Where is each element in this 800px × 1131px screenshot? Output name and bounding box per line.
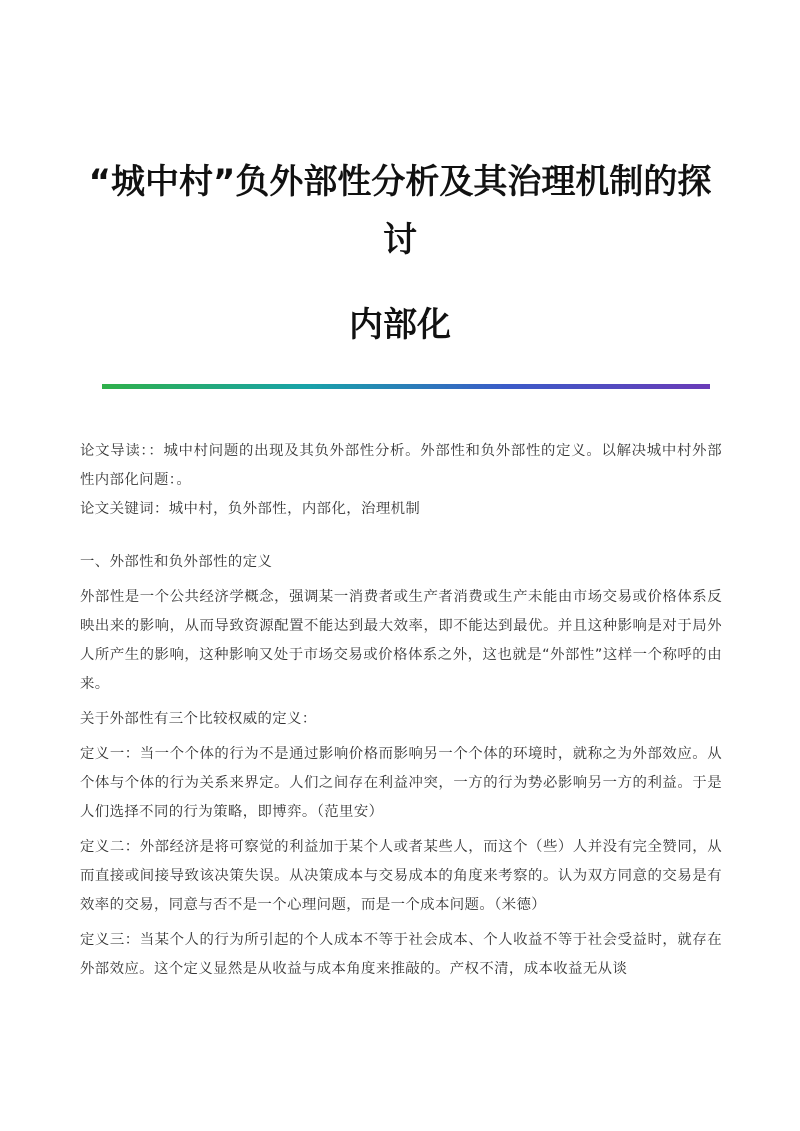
paragraph-externality: 外部性是一个公共经济学概念，强调某一消费者或生产者消费或生产未能由市场交易或价格体系反映出来的影响，从而导致资源配置不能达到最大效率，即不能达到最优。并且这种影响是对于局外人所产生的影响，这种影响又处于市场交易或价格体系之外，这也就是“外部性”这样一个称呼的由来。 bbox=[80, 589, 722, 692]
gradient-divider bbox=[102, 384, 710, 389]
definition-two: 定义二：外部经济是将可察觉的利益加于某个人或者某些人，而这个（些）人并没有完全赞同，从而直接或间接导致该决策失误。从决策成本与交易成本的角度来考察的。认为双方同意的交易是有效率的交易，同意与否不是一个心理问题，而是一个成本问题。（米德） bbox=[80, 839, 722, 913]
intro-text: 城中村问题的出现及其负外部性分析。外部性和负外部性的定义。以解决城中村外部性内部化问题：。 bbox=[80, 443, 722, 488]
keywords-label: 论文关键词： bbox=[80, 501, 169, 517]
intro-label: 论文导读：： bbox=[80, 443, 164, 459]
document-body bbox=[80, 437, 722, 984]
keywords-paragraph bbox=[80, 495, 722, 524]
paragraph-three-definitions: 关于外部性有三个比较权威的定义： bbox=[80, 711, 317, 727]
keywords-text: 城中村，负外部性，内部化，治理机制 bbox=[168, 501, 421, 517]
document-subtitle: 内部化 bbox=[349, 305, 451, 345]
definition-three: 定义三：当某个人的行为所引起的个人成本不等于社会成本、个人收益不等于社会受益时，就存在外部效应。这个定义显然是从收益与成本角度来推敲的。产权不清，成本收益无从谈 bbox=[80, 932, 722, 977]
document-title: “城中村”负外部性分析及其治理机制的探讨 bbox=[88, 162, 712, 260]
definition-one: 定义一：当一个个体的行为不是通过影响价格而影响另一个个体的环境时，就称之为外部效应。从个体与个体的行为关系来界定。人们之间存在利益冲突，一方的行为势必影响另一方的利益。于是人们选择不同的行为策略，即博弈。（范里安） bbox=[80, 746, 722, 820]
intro-paragraph bbox=[80, 437, 722, 495]
section-heading: 一、外部性和负外部性的定义 bbox=[80, 554, 273, 570]
